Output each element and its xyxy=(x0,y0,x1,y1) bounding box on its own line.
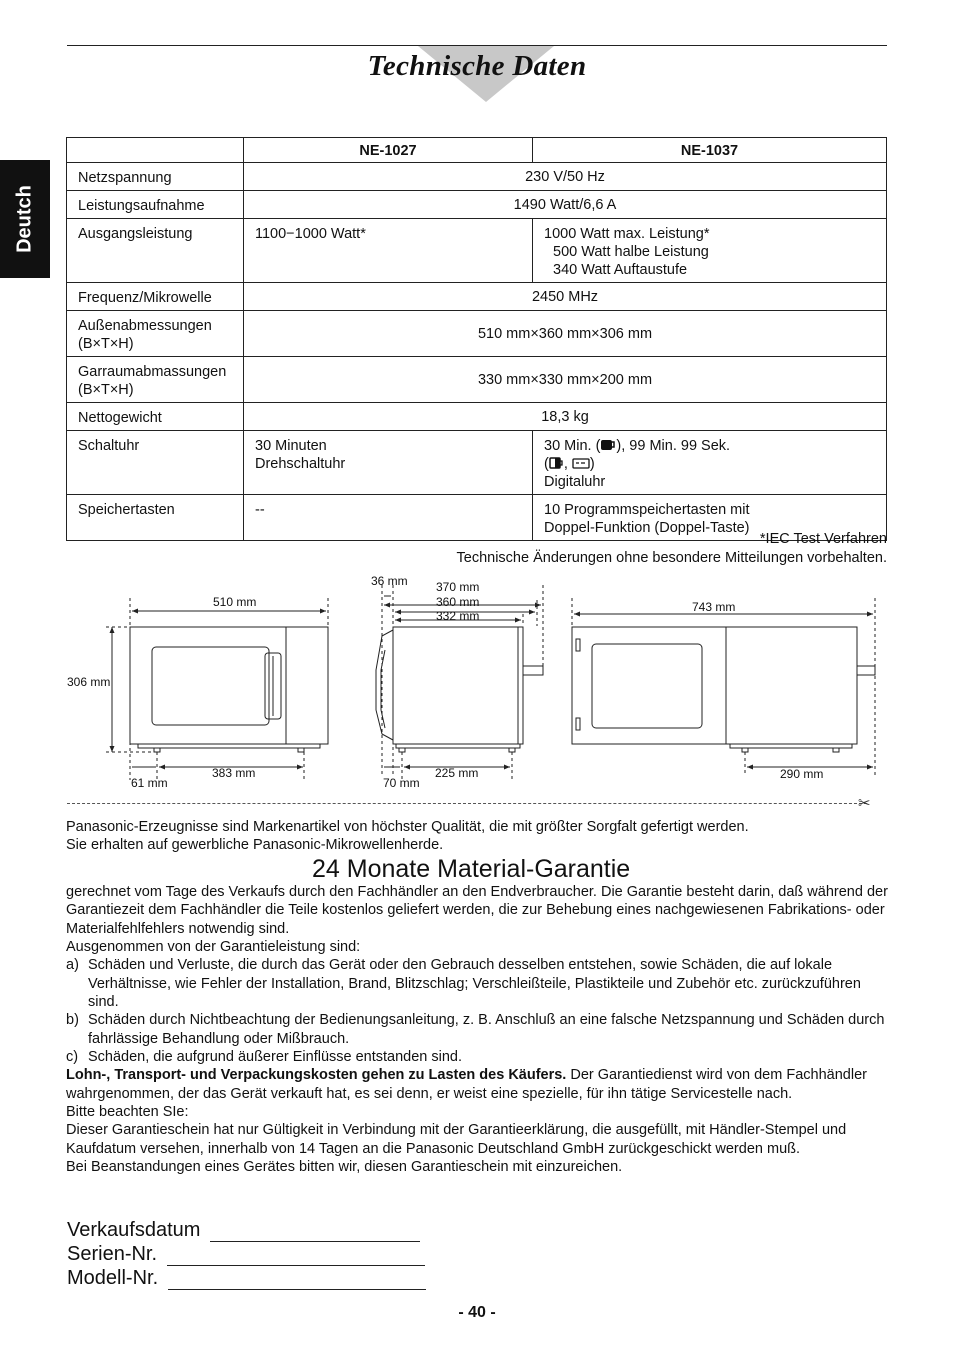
table-row xyxy=(67,283,887,311)
list-item xyxy=(66,1011,888,1048)
row-label: Speichertasten xyxy=(67,495,244,541)
timer-icon xyxy=(549,457,564,469)
field-row xyxy=(67,1218,426,1242)
text-part: ), 99 Min. 99 Sek. xyxy=(616,438,731,454)
cup-icon xyxy=(600,439,616,451)
row-label: Netzspannung xyxy=(67,163,244,191)
dim-front-height: 306 mm xyxy=(67,675,111,689)
open-view xyxy=(572,598,875,775)
table-row xyxy=(67,431,887,495)
page-title: Technische Daten xyxy=(367,50,587,82)
row-label xyxy=(67,311,244,357)
ne1027-value xyxy=(244,431,533,495)
paragraph-text: Der Garantiedienst wird von dem Fachhändler wahrgenommen, der das Gerät verkauft hat, es sei denn, er weist eine spezielle, für ihn tätige Servicestelle nach. xyxy=(66,1067,867,1102)
footnote: *IEC Test Verfahren xyxy=(759,531,887,547)
dim-side-332: 332 mm xyxy=(436,609,480,623)
cut-line xyxy=(67,803,867,804)
header-ne1037: NE-1037 xyxy=(533,138,887,163)
serial-number-field[interactable] xyxy=(167,1247,425,1266)
text-part: 30 Min. ( xyxy=(544,438,601,454)
dim-side-370: 370 mm xyxy=(436,580,480,594)
table-notes xyxy=(457,530,887,567)
value-line: Drehschaltuhr xyxy=(255,456,346,472)
language-tab-label: Deutch xyxy=(13,185,36,253)
intro-line: Sie erhalten auf gewerbliche Panasonic-Mikrowellenherde. xyxy=(66,837,444,854)
text-part: ) xyxy=(589,456,595,472)
value-line: Doppel-Funktion (Doppel-Taste) xyxy=(544,520,750,536)
paragraph: gerechnet vom Tage des Verkaufs durch den Fachhändler an den Endverbraucher. Die Garantie besteht darin, daß während der Garantiezeit dem Fachhändler die Teile kostenlos geliefert werden, die zur Behebung eines nachgewiesenen Fabrikations- oder Materialfehlfehlers notwendig sind. xyxy=(66,884,888,937)
value-line: 1000 Watt max. Leistung* xyxy=(544,226,710,242)
warranty-heading: 24 Monate Material-Garantie xyxy=(312,855,631,883)
ne1037-value xyxy=(533,219,887,283)
form-fields xyxy=(67,1218,426,1290)
row-label xyxy=(67,357,244,403)
language-tab xyxy=(0,160,50,278)
spec-table xyxy=(66,137,887,541)
intro-text xyxy=(66,818,888,855)
text-part: , xyxy=(563,456,572,472)
model-number-field[interactable] xyxy=(168,1271,426,1290)
table-row xyxy=(67,219,887,283)
list-text: Schäden, die aufgrund äußerer Einflüsse entstanden sind. xyxy=(88,1049,463,1066)
header-ne1027: NE-1027 xyxy=(244,138,533,163)
field-label: Verkaufsdatum xyxy=(67,1219,201,1241)
value-line: 340 Watt Auftaustufe xyxy=(553,262,688,278)
label-line: Garraumabmassungen xyxy=(78,364,227,380)
value-line: 500 Watt halbe Leistung xyxy=(553,244,709,260)
list-text: Schäden durch Nichtbeachtung der Bedienungsanleitung, z. B. Anschluß an eine falsche Netzspannung und Schäden durch fahrlässige Behandlung oder Mißbrauch. xyxy=(88,1012,885,1047)
ne1037-value xyxy=(533,431,887,495)
dim-side-70: 70 mm xyxy=(383,776,420,790)
list-item xyxy=(66,1048,888,1066)
dim-front-left: 61 mm xyxy=(131,776,168,790)
paragraph xyxy=(66,1066,888,1103)
row-label: Schaltuhr xyxy=(67,431,244,495)
value-line: 10 Programmspeichertasten mit xyxy=(544,502,750,518)
dim-open-width: 743 mm xyxy=(692,600,736,614)
row-value: 18,3 kg xyxy=(244,403,887,431)
row-label: Nettogewicht xyxy=(67,403,244,431)
table-row xyxy=(67,311,887,357)
table-row xyxy=(67,403,887,431)
dim-side-225: 225 mm xyxy=(435,766,479,780)
dim-open-foot: 290 mm xyxy=(780,767,824,781)
dimension-diagram xyxy=(60,570,890,795)
text-part: ( xyxy=(544,456,549,472)
value-line: 30 Minuten xyxy=(255,438,327,454)
paragraph: Bitte beachten SIe: xyxy=(66,1104,189,1121)
row-label: Frequenz/Mikrowelle xyxy=(67,283,244,311)
field-label: Modell-Nr. xyxy=(67,1267,159,1289)
value-line xyxy=(544,455,875,473)
list-item xyxy=(66,956,888,1011)
field-row xyxy=(67,1242,426,1266)
bold-statement: Lohn-, Transport- und Verpackungskosten gehen zu Lasten des Käufers. xyxy=(66,1067,567,1084)
ne1027-value: -- xyxy=(244,495,533,541)
dim-side-36: 36 mm xyxy=(371,574,408,588)
label-line: (B×T×H) xyxy=(78,382,134,398)
clock-display-icon xyxy=(572,457,590,469)
dim-front-foot: 383 mm xyxy=(212,766,256,780)
value-line: Digitaluhr xyxy=(544,474,606,490)
row-value: 1490 Watt/6,6 A xyxy=(244,191,887,219)
field-row xyxy=(67,1266,426,1290)
row-value: 230 V/50 Hz xyxy=(244,163,887,191)
dim-side-360: 360 mm xyxy=(436,595,480,609)
list-marker: a) xyxy=(66,957,79,974)
table-row xyxy=(67,357,887,403)
value-line xyxy=(544,437,875,455)
ne1027-value: 1100−1000 Watt* xyxy=(244,219,533,283)
row-value: 330 mm×330 mm×200 mm xyxy=(244,357,887,403)
scissors-icon: ✂ xyxy=(858,795,871,812)
list-marker: b) xyxy=(66,1012,79,1029)
table-header-row xyxy=(67,138,887,163)
row-label: Ausgangsleistung xyxy=(67,219,244,283)
paragraph: Ausgenommen von der Garantieleistung sind: xyxy=(66,939,361,956)
paragraph: Bei Beanstandungen eines Gerätes bitten wir, diesen Garantieschein mit einzureichen. xyxy=(66,1159,623,1176)
front-view xyxy=(106,598,328,782)
intro-line: Panasonic-Erzeugnisse sind Markenartikel von höchster Qualität, die mit größter Sorgfalt gefertigt werden. xyxy=(66,819,749,835)
row-value: 510 mm×360 mm×306 mm xyxy=(244,311,887,357)
field-label: Serien-Nr. xyxy=(67,1243,158,1265)
list-marker: c) xyxy=(66,1049,79,1066)
table-row xyxy=(67,191,887,219)
header-empty xyxy=(67,138,244,163)
list-text: Schäden und Verluste, die durch das Gerät oder den Gebrauch desselben entstehen, sowie Schäden, die auf lokale Verhältnisse, wie Fehler der Installation, Brand, Blitzschlag; Verschleißteile, Plastikteile und Zubehör etc. zurückzuführen sind. xyxy=(88,957,861,1011)
row-value: 2450 MHz xyxy=(244,283,887,311)
warranty-text xyxy=(66,883,888,1177)
page-number: - 40 - xyxy=(458,1304,496,1321)
label-line: Außenabmessungen xyxy=(78,318,212,334)
disclaimer: Technische Änderungen ohne besondere Mitteilungen vorbehalten. xyxy=(456,549,887,566)
dim-front-width: 510 mm xyxy=(213,595,257,609)
label-line: (B×T×H) xyxy=(78,336,134,352)
table-row xyxy=(67,163,887,191)
purchase-date-field[interactable] xyxy=(210,1223,420,1242)
paragraph: Dieser Garantieschein hat nur Gültigkeit in Verbindung mit der Garantieerklärung, die ausgefüllt, mit Händler-Stempel und Kaufdatum versehen, innerhalb von 14 Tagen an die Panasonic Deutschland GmbH zurückgeschickt werden muß. xyxy=(66,1122,847,1157)
row-label: Leistungsaufnahme xyxy=(67,191,244,219)
